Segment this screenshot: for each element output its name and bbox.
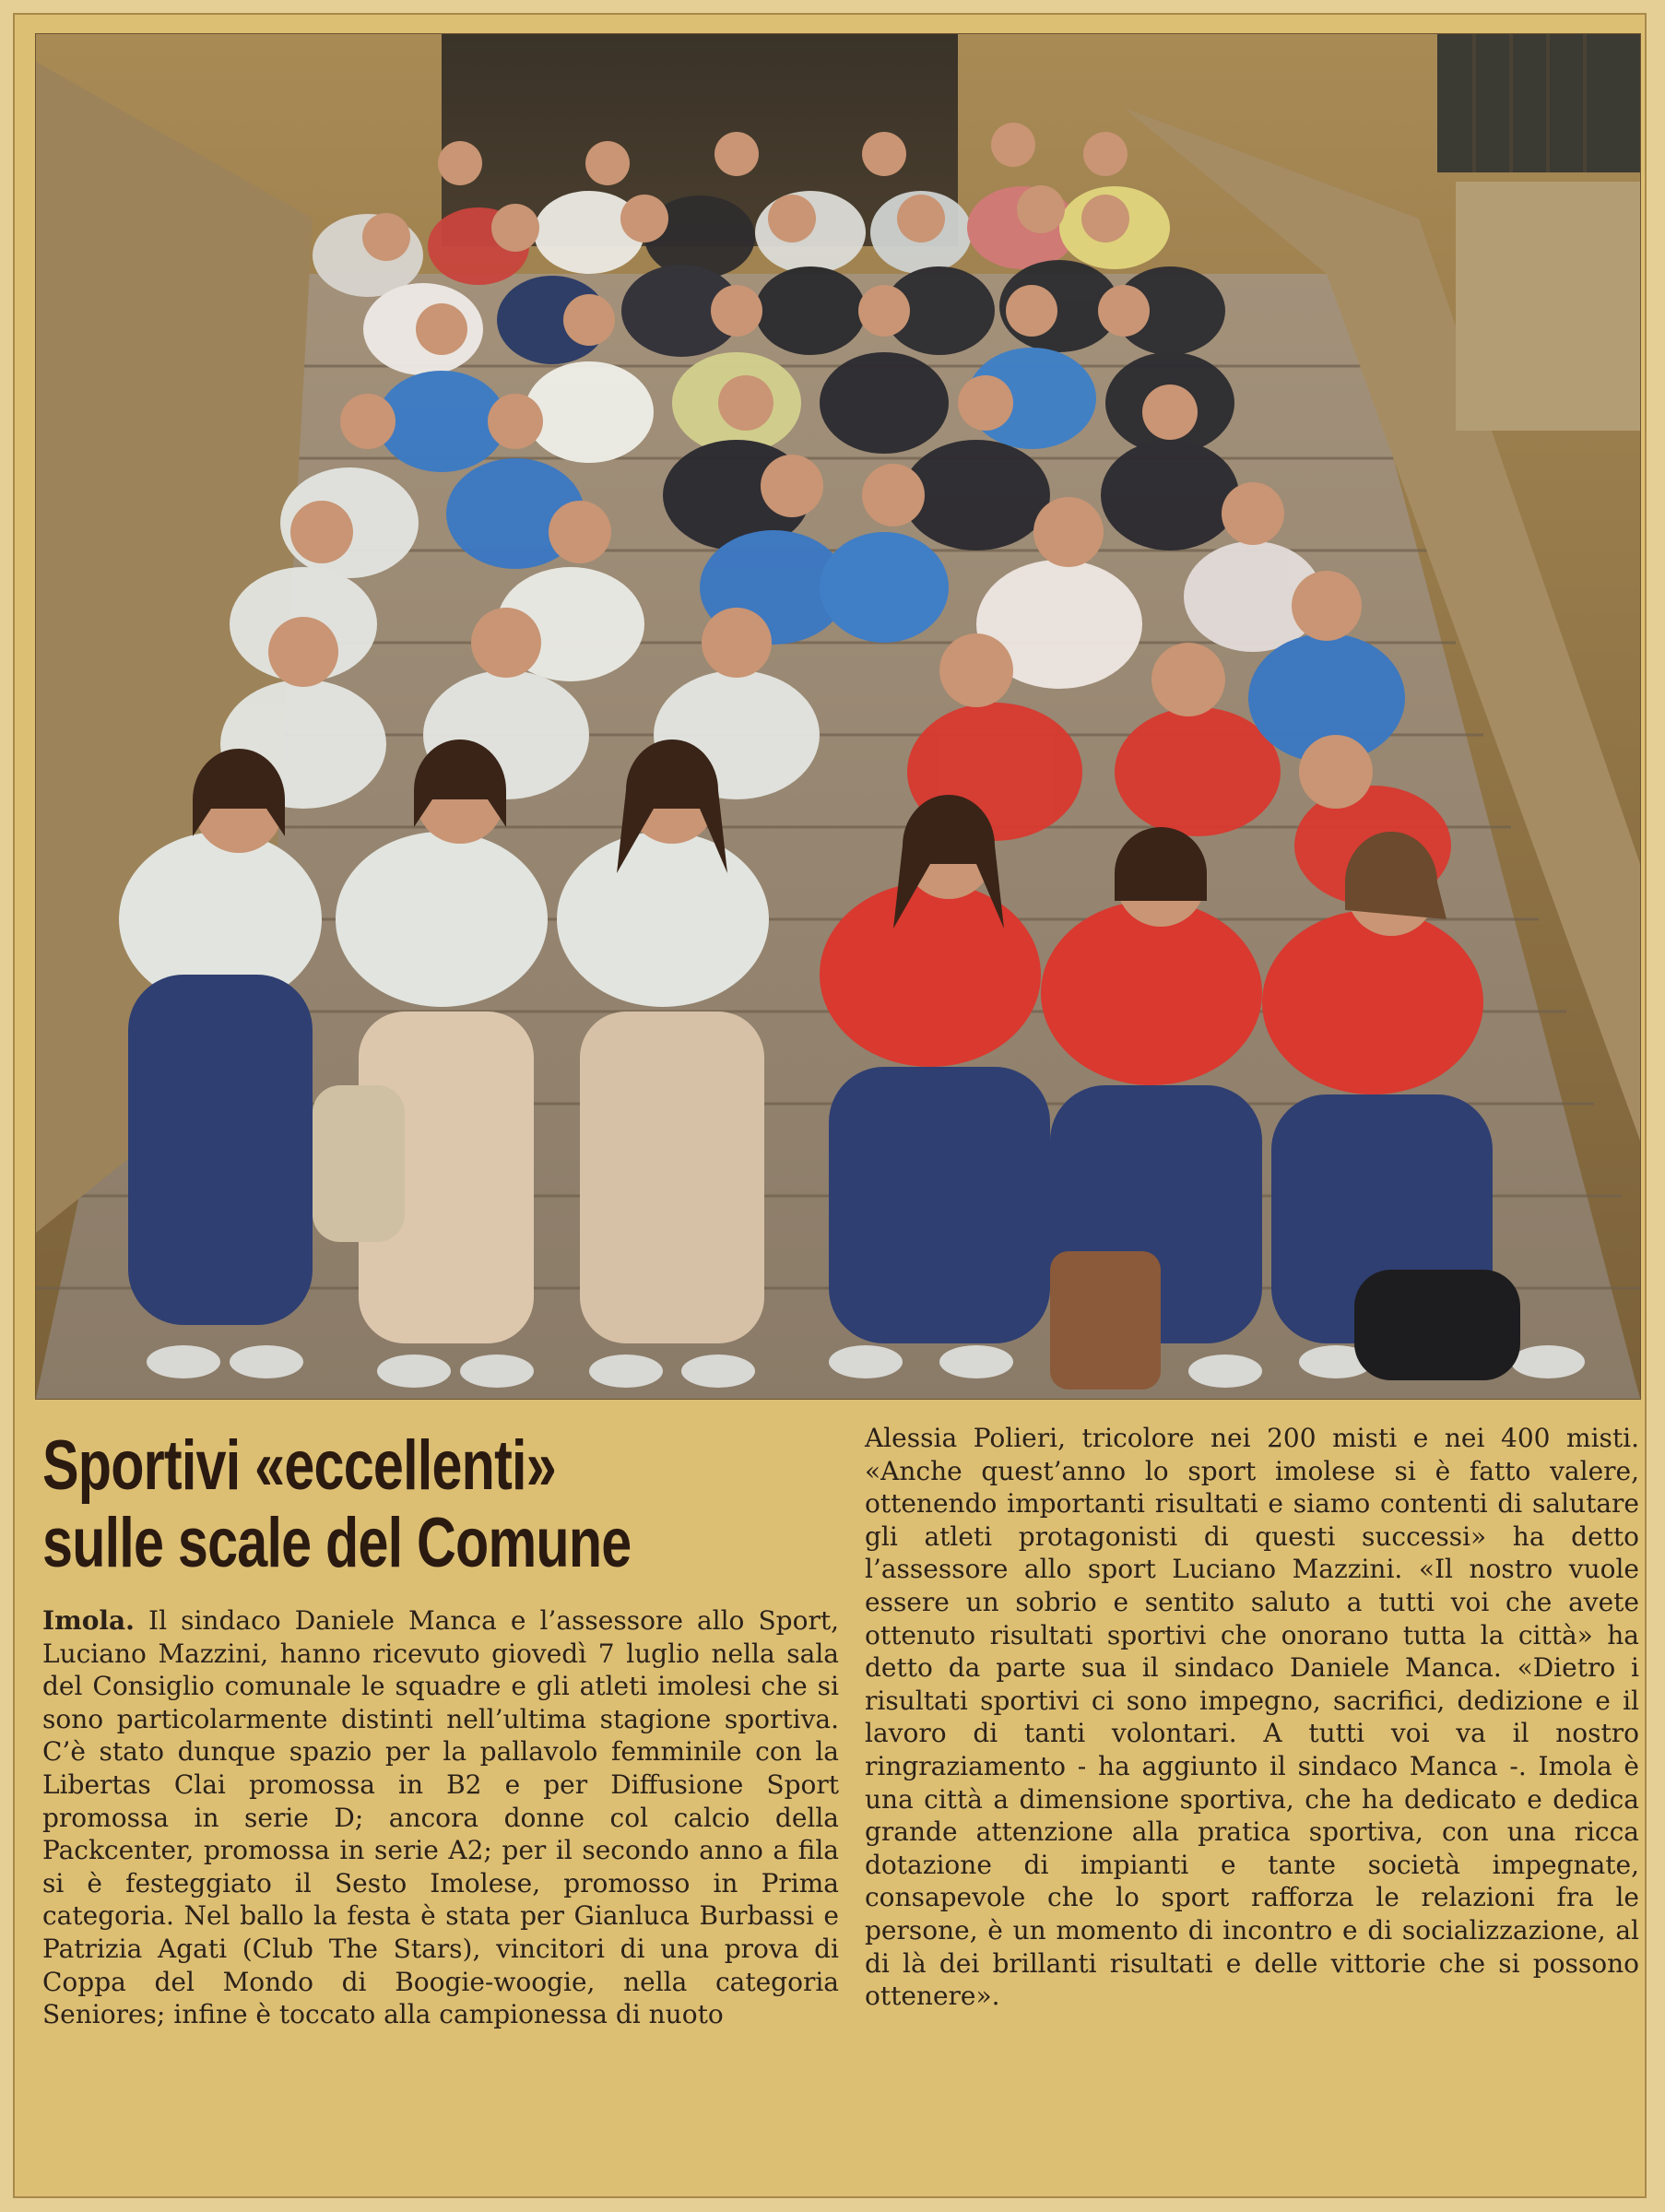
body-text-left: Il sindaco Daniele Manca e l’assessore allo Sport, Luciano Mazzini, hanno ricevuto giovedì 7 luglio nella sala del Consiglio comunale le squadre e gli atleti imolesi che si sono particolarmente distinti nell’ultima stagione sportiva. C’è stato dunque spazio per la pallavolo femminile con la Libertas Clai promossa in B2 e per Diffusione Sport promossa in serie D; ancora donne col calcio della Packcenter, promossa in serie A2; per il secondo anno a fila si è festeggiato il Sesto Imolese, promosso in Prima categoria. Nel ballo la festa è stata per Gianluca Burbassi e Patrizia Agati (Club The Stars), vincitori di una prova di Coppa del Mondo di Boogie-woogie, nella categoria Seniores; infine è toccato alla campionessa di nuoto [42, 1605, 839, 2030]
headline-line-1: Sportivi «eccellenti» [42, 1426, 556, 1505]
group-photo [35, 33, 1641, 1400]
dateline: Imola. [42, 1605, 135, 1636]
right-balusters [1456, 182, 1640, 431]
headline [42, 1427, 855, 1582]
woven-bag [313, 1085, 405, 1242]
article-column-right [865, 1422, 1639, 2013]
black-bag [1354, 1270, 1520, 1380]
plaid-bag [1050, 1251, 1161, 1390]
group-photo-illustration [36, 34, 1640, 1399]
window [1437, 34, 1640, 172]
body-text-right: Alessia Polieri, tricolore nei 200 misti e nei 400 misti. «Anche quest’anno lo sport imolese si è fatto valere, ottenendo importanti risultati e siamo contenti di salutare gli atleti protagonisti di questi successi» ha detto l’assessore allo sport Luciano Mazzini. «Il nostro vuole essere un sobrio e sentito saluto a tutti voi che avete ottenuto risultati sportivi che onorano tutta la città» ha detto da parte sua il sindaco Daniele Manca. «Dietro i risultati sportivi ci sono impegno, sacrifici, dedizione e il lavoro di tanti volontari. A tutti voi va il nostro ringraziamento - ha aggiunto il sindaco Manca -. Imola è una città a dimensione sportiva, che ha dedicato e dedica grande attenzione alla pratica sportiva, con una ricca dotazione di impianti e tante società impegnate, consapevole che lo sport rafforza le relazioni fra le persone, è un momento di incontro e di socializzazione, al di là dei brillanti risultati e delle vittorie che si possono ottenere». [865, 1423, 1639, 2012]
newspaper-clipping [13, 13, 1647, 2198]
headline-line-2: sulle scale del Comune [42, 1504, 632, 1582]
article-column-left [42, 1604, 839, 2031]
